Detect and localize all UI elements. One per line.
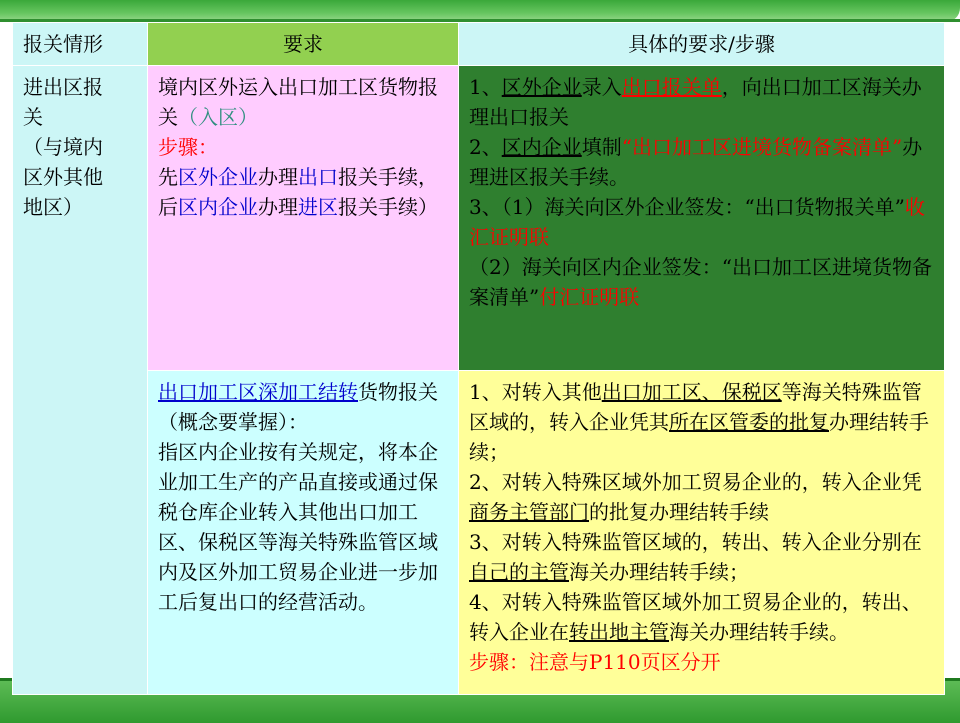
- inbound-step-2: 后区内企业办理进区报关手续）: [158, 195, 438, 219]
- inbound-detail-1: 1、区外企业录入出口报关单，向出口加工区海关办理出口报关: [469, 75, 922, 129]
- situation-line: 进出区报: [23, 75, 103, 99]
- table-header-row: [13, 23, 945, 66]
- inbound-detail-2: 2、区内企业填制“出口加工区进境货物备案清单”办理进区报关手续。: [469, 135, 923, 189]
- situation-cell: [13, 66, 148, 695]
- inbound-requirement-cell: [148, 66, 459, 371]
- table-row: [13, 66, 945, 371]
- transfer-requirement-cell: [148, 371, 459, 695]
- inbound-steps-label: 步骤：: [158, 135, 218, 159]
- inbound-detail-3: 3、（1）海关向区外企业签发：“出口货物报关单”收汇证明联: [469, 195, 925, 249]
- header-situation: 报关情形: [13, 23, 148, 66]
- situation-line: （与境内: [23, 135, 103, 159]
- transfer-detail-1: 1、对转入其他出口加工区、保税区等海关特殊监管区域的，转入企业凭其所在区管委的批复办理结转手续；: [469, 380, 929, 464]
- header-details: 具体的要求/步骤: [459, 23, 945, 66]
- transfer-details-cell: [459, 371, 945, 695]
- situation-line: 区外其他: [23, 165, 103, 189]
- situation-line: 关: [23, 105, 43, 129]
- customs-table: [12, 22, 945, 695]
- table-row: [13, 371, 945, 695]
- top-decor-bar: [0, 0, 960, 22]
- transfer-definition: 指区内企业按有关规定，将本企业加工生产的产品直接或通过保税仓库企业转入其他出口加工区、保税区等海关特殊监管区域内及区外加工贸易企业进一步加工后复出口的经营活动。: [158, 440, 438, 614]
- inbound-details-cell: [459, 66, 945, 371]
- inbound-title: 境内区外运入出口加工区货物报关（入区）: [158, 75, 438, 129]
- inbound-step-1: 先区外企业办理出口报关手续，: [158, 165, 438, 189]
- transfer-title: 出口加工区深加工结转货物报关（概念要掌握）：: [158, 380, 438, 434]
- situation-line: 地区）: [23, 195, 83, 219]
- inbound-detail-4: （2）海关向区内企业签发：“出口加工区进境货物备案清单”付汇证明联: [469, 255, 932, 309]
- transfer-detail-2: 2、对转入特殊区域外加工贸易企业的，转入企业凭商务主管部门的批复办理结转手续: [469, 470, 922, 524]
- transfer-detail-4: 4、对转入特殊监管区域外加工贸易企业的，转出、转入企业在转出地主管海关办理结转手续。: [469, 590, 922, 644]
- transfer-note: 步骤：注意与P110页区分开: [469, 650, 721, 674]
- transfer-detail-3: 3、对转入特殊监管区域的，转出、转入企业分别在自己的主管海关办理结转手续；: [469, 530, 922, 584]
- header-requirement: 要求: [148, 23, 459, 66]
